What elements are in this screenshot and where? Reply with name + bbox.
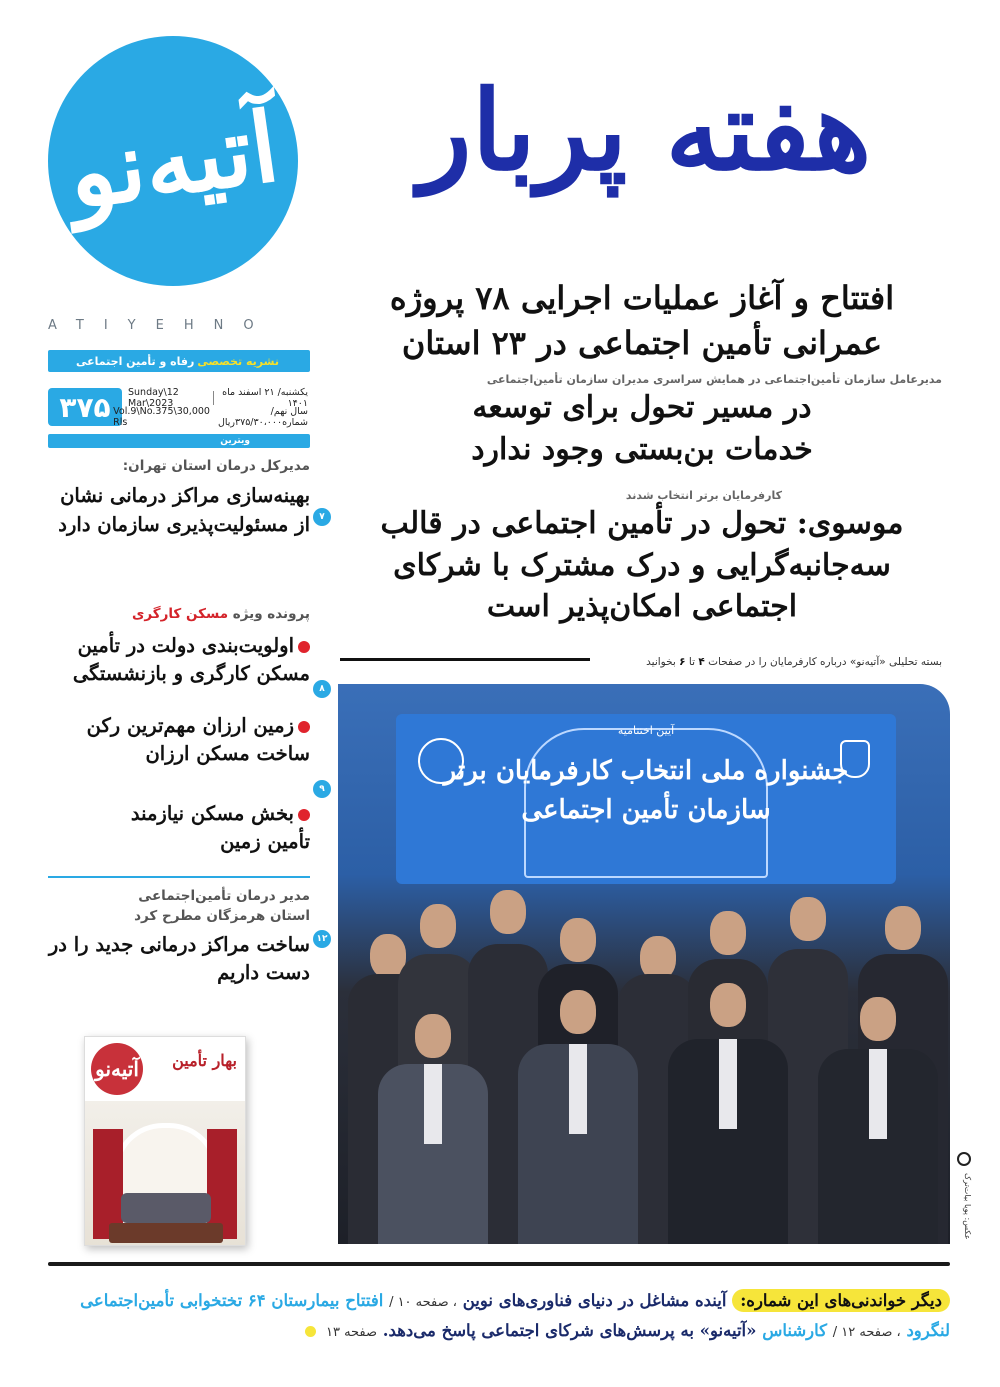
volume-en: Vol.9\No.375\30,000 Rls [113, 405, 210, 428]
crowd-group [338, 864, 950, 1244]
sidebar-headline [48, 712, 310, 769]
sidebar-headline: ساخت مراکز درمانی جدید را در دست داریم [48, 932, 310, 984]
sidebar-headline: بهینه‌سازی مراکز درمانی نشان از مسئولیت‌پذیری سازمان دارد [58, 484, 310, 536]
footer-item-1[interactable]: آینده مشاغل در دنیای فناوری‌های نوین [462, 1291, 727, 1310]
latin-brand-name: ATIYEHNO [48, 318, 274, 333]
sidebar-headline [48, 800, 310, 857]
banner-small-text: آیین اختتامیه [617, 724, 675, 737]
brand-logo [48, 36, 298, 286]
date-en: Sunday\12 Mar\2023 [128, 386, 179, 409]
ceremony-banner [396, 714, 896, 884]
headline-title: در مسیر تحول برای توسعه خدمات بن‌بستی وجود ندارد [471, 390, 813, 468]
cover-rug [109, 1223, 223, 1243]
page-number-badge: ۸ [313, 680, 331, 698]
cover-logo: آتیه‌نو [91, 1043, 143, 1095]
special-file-prefix: پرونده ویژه [232, 606, 310, 622]
end-dot-icon [305, 1326, 316, 1337]
caption-page-to: ۶ [679, 656, 686, 668]
caption-divider [340, 658, 590, 661]
footer-rule [48, 1262, 950, 1266]
sidebar-kicker [48, 604, 310, 624]
bullet-icon [298, 721, 310, 733]
more-reads-label: دیگر خواندنی‌های این شماره: [732, 1289, 950, 1312]
headline-title: موسوی: تحول در تأمین اجتماعی در قالب سه‌جانبه‌گرایی و درک مشترک با شرکای اجتماعی امکان‌پذیر است [380, 506, 904, 625]
volume-fa: سال نهم/شماره۳۷۵/۳۰،۰۰۰ریال [217, 405, 308, 428]
headline-3[interactable] [342, 488, 942, 628]
footer-item-4-page: صفحه ۱۳ [325, 1325, 378, 1340]
person-figure [378, 1004, 488, 1244]
main-title: هفته پربار [418, 66, 872, 195]
headline-kicker: مدیرعامل سازمان تأمین‌اجتماعی در همایش سراسری مدیران سازمان تأمین‌اجتماعی [486, 373, 942, 386]
sidebar-story-2[interactable] [48, 632, 310, 689]
footer-item-4[interactable]: «آتیه‌نو» به پرسش‌های شرکای اجتماعی پاسخ می‌دهد. [382, 1321, 757, 1340]
logo-text: آتیه‌نو [61, 89, 285, 232]
footer-item-4-prefix: کارشناس [762, 1321, 828, 1340]
sidebar-headline [48, 632, 310, 689]
footer-line-1 [50, 1288, 950, 1314]
sidebar-kicker: مدیر درمان تأمین‌اجتماعی استان هرمزگان مطرح کرد [134, 888, 310, 925]
footer-item-3[interactable]: لنگرود [906, 1321, 950, 1340]
caption-prefix: بسته تحلیلی «آتیه‌نو» درباره کارفرمایان را در صفحات [708, 656, 942, 668]
banner-big-text [396, 752, 896, 830]
cover-illustration [85, 1101, 245, 1246]
sidebar-kicker: مدیرکل درمان استان تهران: [122, 458, 310, 474]
vitrin-bar [48, 434, 310, 448]
cover-title: بهار تأمین [172, 1051, 237, 1070]
issue-info [82, 388, 310, 426]
headline-title: افتتاح و آغاز عملیات اجرایی ۷۸ پروژه عمرانی تأمین اجتماعی در ۲۳ استان [389, 279, 895, 362]
headline-kicker: کارفرمایان برتر انتخاب شدند [625, 489, 782, 502]
person-figure [818, 989, 938, 1244]
page-number-badge: ۹ [313, 780, 331, 798]
caption-page-from: ۴ [698, 656, 705, 668]
sidebar-story-4[interactable] [48, 800, 310, 857]
sidebar-story-3[interactable] [48, 712, 310, 769]
page-number-badge: ۷ [313, 508, 331, 526]
person-figure [668, 979, 788, 1244]
sidebar-headline-text: زمین ارزان مهم‌ترین رکن ساخت مسکن ارزان [86, 714, 310, 766]
banner-line-2: سازمان تأمین اجتماعی [521, 795, 771, 825]
tagline-part1: نشریه تخصصی [197, 354, 279, 368]
vitrin-label: ویترین [220, 436, 250, 446]
banner-line-1: جشنواره ملی انتخاب کارفرمایان برتر [443, 756, 849, 786]
caption-to: تا [688, 656, 696, 668]
caption-suffix: بخوانید [646, 656, 676, 668]
headline-1[interactable] [342, 276, 942, 366]
issue-separator [213, 391, 214, 405]
footer-item-1-page: ، صفحه ۱۰ / [389, 1295, 457, 1310]
sidebar-story-1[interactable] [48, 456, 310, 539]
main-photo[interactable] [338, 684, 950, 1244]
tagline-part2: رفاه و تأمین اجتماعی [76, 354, 195, 368]
issue-number-badge: ۳۷۵ [48, 388, 122, 426]
footer-item-2[interactable]: افتتاح بیمارستان ۶۴ تختخوابی تأمین‌اجتماعی [80, 1291, 384, 1310]
sidebar-story-5[interactable] [48, 886, 310, 987]
page-number-badge: ۱۲ [313, 930, 331, 948]
sidebar-special-file [48, 604, 310, 624]
date-fa: یکشنبه/ ۲۱ اسفند ماه ۱۴۰۱ [222, 386, 308, 409]
bullet-icon [298, 641, 310, 653]
photo-credit: عکس: پویا بیات‌ترک [963, 1173, 972, 1240]
person-figure [518, 984, 638, 1244]
cover-family-sofa [121, 1193, 211, 1223]
headline-2[interactable] [342, 372, 942, 471]
sidebar-divider [48, 876, 310, 878]
tagline-bar [48, 350, 310, 372]
bullet-icon [298, 809, 310, 821]
sidebar-headline-text: اولویت‌بندی دولت در تأمین مسکن کارگری و بازنشستگی [72, 634, 310, 686]
footer-item-3-page: ، صفحه ۱۲ / [832, 1325, 901, 1340]
sidebar-headline-text: بخش مسکن نیازمند تأمین زمین [130, 802, 310, 854]
special-file-topic: مسکن کارگری [131, 606, 229, 622]
photo-caption [646, 656, 942, 668]
previous-issue-cover[interactable] [84, 1036, 246, 1246]
camera-icon [957, 1152, 971, 1166]
footer-line-2 [50, 1318, 950, 1344]
